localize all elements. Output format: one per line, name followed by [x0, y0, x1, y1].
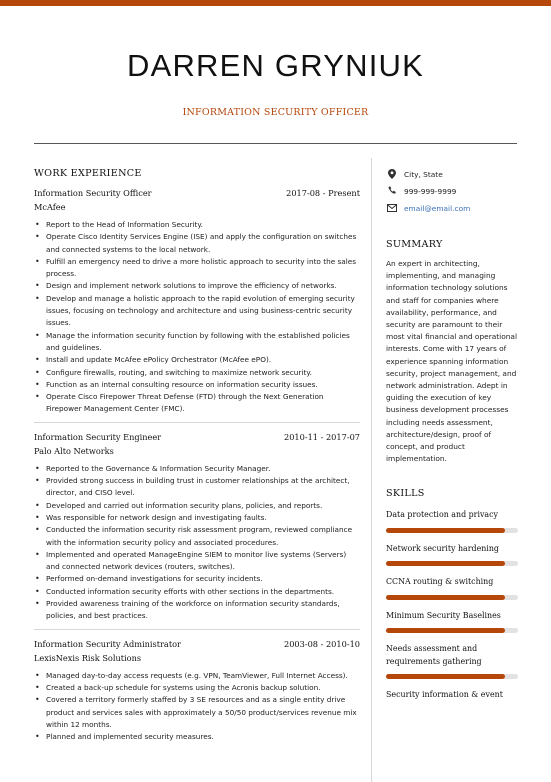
bullet-item: • Operate Cisco Firepower Threat Defense (FTD) through the Next Generation Firepower Management Center (FMC).: [34, 391, 360, 416]
location-text: City, State: [404, 170, 443, 179]
job-dates: 2003-08 - 2010-10: [283, 638, 360, 649]
contact-phone: [386, 183, 518, 200]
job-separator: [34, 422, 360, 423]
job-dates: 2010-11 - 2017-07: [283, 431, 360, 442]
bullet-item: • Conducted information security efforts with other sections in the departments.: [34, 586, 360, 598]
skill-bar: [386, 628, 518, 633]
bullet-item: • Was responsible for network design and investigating faults.: [34, 512, 360, 524]
job-bullets: [34, 670, 360, 744]
bullet-item: • Covered a territory formerly staffed by 3 SE resources and as a single entity drive product and services sales with approximately a 50/50 product/services revenue mix within 12 months.: [34, 694, 360, 731]
job-company: LexisNexis Risk Solutions: [34, 652, 142, 663]
bullet-item: • Report to the Head of Information Security.: [34, 219, 360, 231]
bullet-item: • Developed and carried out information security plans, policies, and reports.: [34, 500, 360, 512]
bullet-item: • Configure firewalls, routing, and switching to maximize network security.: [34, 367, 360, 379]
bullet-item: • Created a back-up schedule for systems using the Acronis backup solution.: [34, 682, 360, 694]
job-bullets: [34, 219, 360, 416]
job-dates: 2017-08 - Present: [286, 188, 360, 198]
skill-bar: [386, 674, 518, 679]
skill-item: [386, 610, 518, 634]
column-divider: [371, 158, 372, 782]
job-role: Information Security Officer: [34, 188, 152, 198]
summary-text: An expert in architecting, implementing, and managing information technology solutions and staff for companies where availability, performance, and security are paramount to their most vital financial and operational interests. Come with 17 years of experience spanning information security, project management, and network administration. Adept in guiding the execution of key business development processes including needs assessment, architecture/design, proof of concept, and product implementation.: [386, 259, 517, 464]
bullet-item: • Reported to the Governance & Information Security Manager.: [34, 463, 360, 475]
skill-label: Needs assessment and requirements gathering: [386, 644, 482, 666]
email-link[interactable]: email@email.com: [404, 204, 471, 213]
job-title: INFORMATION SECURITY OFFICER: [182, 107, 369, 118]
bullet-item: • Provided strong success in building trust in customer relationships at the architect, director, and CISO level.: [34, 475, 360, 500]
bullet-item: • Function as an internal consulting resource on information security issues.: [34, 379, 360, 391]
bullet-item: • Managed day-to-day access requests (e.g. VPN, TeamViewer, Full Internet Access).: [34, 670, 360, 682]
bullet-item: • Design and implement network solutions to improve the efficiency of networks.: [34, 280, 360, 292]
top-accent-bar: [0, 0, 551, 6]
phone-text: 999-999-9999: [404, 187, 457, 196]
skill-item: [386, 509, 518, 533]
job-company: McAfee: [34, 202, 66, 212]
bullet-item: • Conducted the information security risk assessment program, reviewed compliance with the information security policy and associated procedures.: [34, 524, 360, 549]
bullet-item: • Manage the information security function by following with the established policies and guidelines.: [34, 330, 360, 355]
skill-label: Network security hardening: [386, 543, 499, 553]
bullet-item: • Fulfill an emergency need to drive a more holistic approach to security into the sales process.: [34, 256, 360, 281]
skill-item: [386, 643, 518, 679]
bullet-item: • Install and update McAfee ePolicy Orchestrator (McAfee ePO).: [34, 354, 360, 366]
sidebar: [386, 166, 518, 702]
job-role: Information Security Engineer: [34, 431, 162, 442]
header-divider: [34, 143, 517, 144]
section-title-experience: WORK EXPERIENCE: [34, 168, 142, 179]
job-entry: [34, 188, 360, 423]
bullet-item: • Implemented and operated ManageEngine SIEM to monitor live systems (Servers) and connected network devices (routers, switches).: [34, 549, 360, 574]
work-experience-section: [34, 168, 360, 743]
job-company: Palo Alto Networks: [34, 445, 114, 456]
bullet-item: • Operate Cisco Identity Services Engine (ISE) and apply the configuration on switches and connected systems to the local network.: [34, 231, 360, 256]
skill-label: Security information & event: [386, 690, 503, 700]
skill-label: Minimum Security Baselines: [386, 610, 501, 620]
section-title-summary: SUMMARY: [386, 239, 443, 250]
job-separator: [34, 629, 360, 630]
skill-bar: [386, 595, 518, 600]
skill-bar-fill: [386, 674, 505, 679]
job-role: Information Security Administrator: [34, 638, 181, 649]
contact-location: [386, 166, 518, 183]
candidate-name: DARREN GRYNIUK: [127, 48, 424, 83]
bullet-item: • Planned and implemented security measures.: [34, 731, 360, 743]
location-pin-icon: [386, 169, 398, 181]
phone-icon: [386, 186, 398, 197]
skills-list: [386, 509, 518, 702]
job-entry: [34, 639, 360, 744]
skill-bar-fill: [386, 528, 505, 533]
bullet-item: • Performed on-demand investigations for security incidents.: [34, 573, 360, 585]
skill-item: [386, 576, 518, 600]
skill-item: [386, 543, 518, 567]
contact-email[interactable]: [386, 200, 518, 217]
job-bullets: [34, 463, 360, 623]
bullet-item: • Develop and manage a holistic approach to the rapid evolution of emerging security issues, focusing on technology and architecture and using business-centric security issues.: [34, 293, 360, 330]
skill-item: [386, 689, 518, 702]
skill-bar: [386, 561, 518, 566]
envelope-icon: [386, 204, 398, 214]
bullet-item: • Provided awareness training of the workforce on information security standards, policies, and best practices.: [34, 598, 360, 623]
section-title-skills: SKILLS: [386, 488, 425, 500]
skill-bar: [386, 528, 518, 533]
skill-bar-fill: [386, 628, 505, 633]
skill-bar-fill: [386, 561, 505, 566]
skill-bar-fill: [386, 595, 505, 600]
job-entry: [34, 432, 360, 630]
skill-label: CCNA routing & switching: [386, 577, 494, 587]
skill-label: Data protection and privacy: [386, 510, 499, 520]
